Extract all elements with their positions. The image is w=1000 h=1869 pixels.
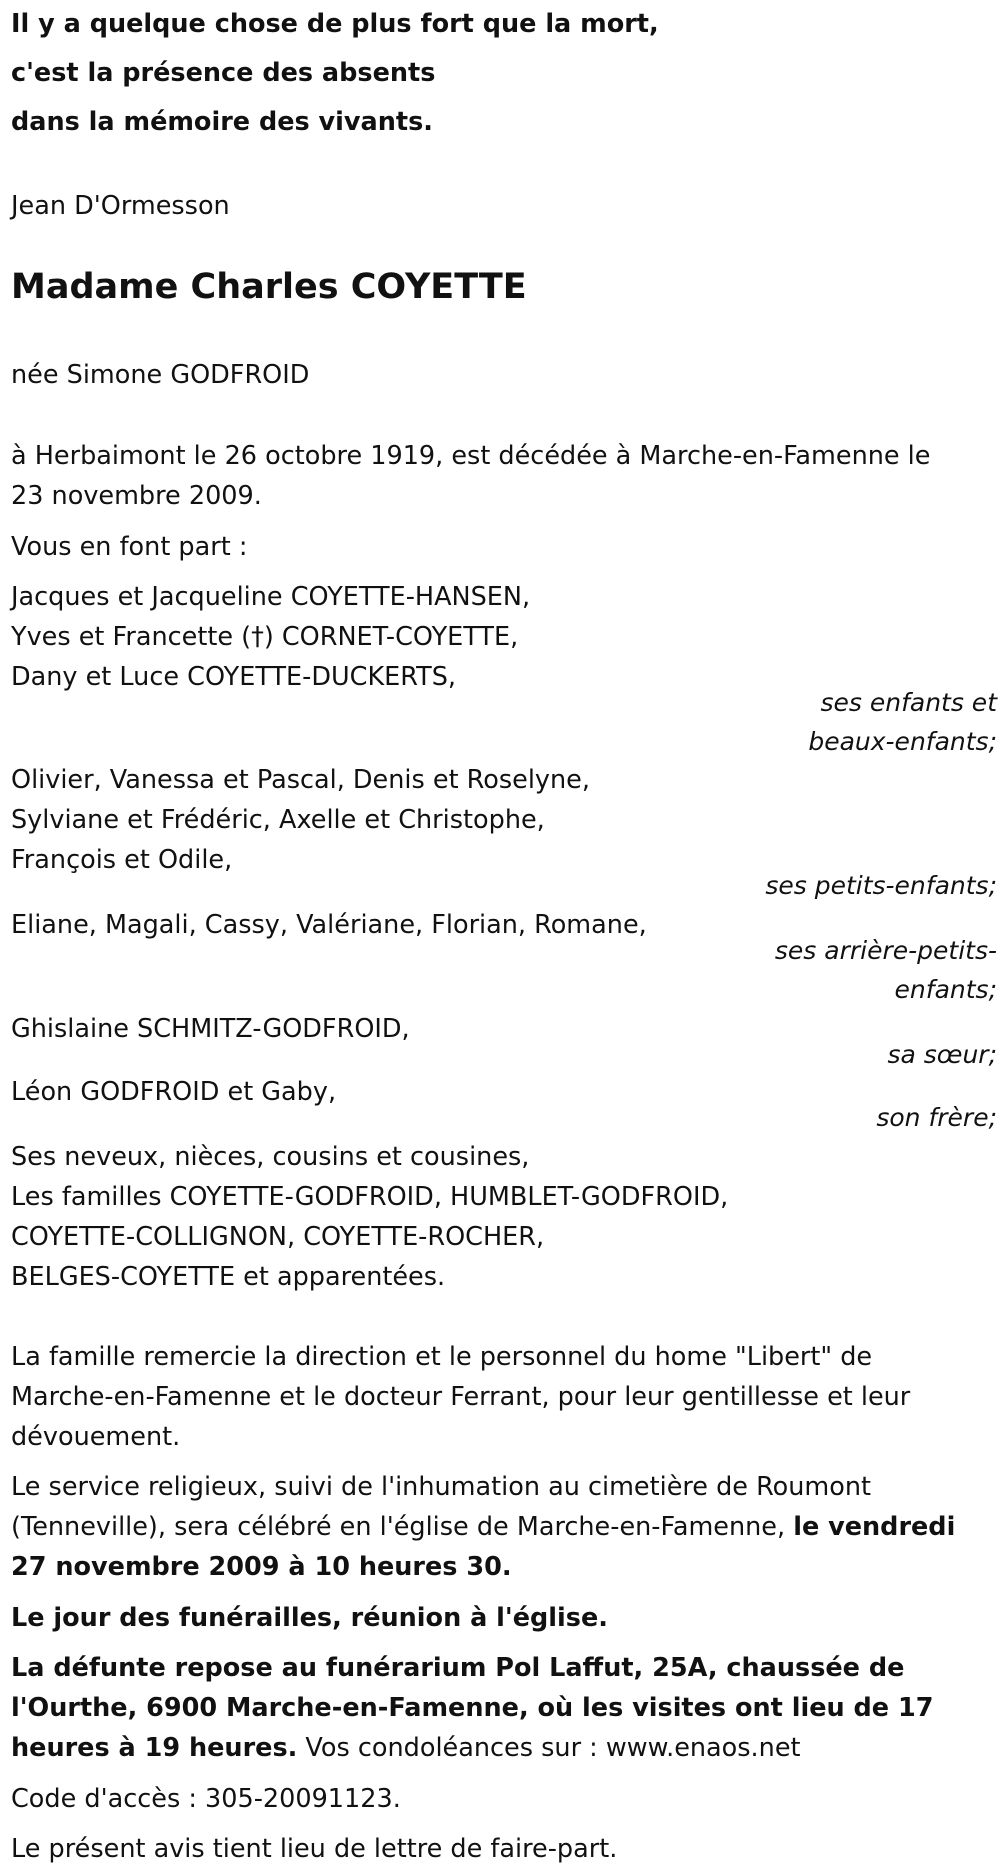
- repose-line-2: l'Ourthe, 6900 Marche-en-Famenne, où les visites ont lieu de 17: [11, 1693, 934, 1723]
- great-grandchildren-relation-2: enfants;: [894, 975, 997, 1004]
- relatives-line-1: Ses neveux, nièces, cousins et cousines,: [11, 1142, 530, 1172]
- children-relation-1: ses enfants et: [820, 688, 997, 717]
- grandchildren-line-1: Olivier, Vanessa et Pascal, Denis et Roselyne,: [11, 765, 590, 795]
- great-grandchildren-line-1: Eliane, Magali, Cassy, Valériane, Florian, Romane,: [11, 910, 647, 940]
- quote-line-1: Il y a quelque chose de plus fort que la mort,: [11, 9, 659, 39]
- service-datetime: 27 novembre 2009 à 10 heures 30.: [11, 1552, 512, 1582]
- relatives-line-2: Les familles COYETTE-GODFROID, HUMBLET-GODFROID,: [11, 1182, 729, 1212]
- repose-line-3: [11, 1728, 996, 1768]
- grandchildren-relation: ses petits-enfants;: [765, 871, 997, 900]
- service-line-2-bold: le vendredi: [793, 1512, 956, 1542]
- grandchildren-line-2: Sylviane et Frédéric, Axelle et Christophe,: [11, 805, 545, 835]
- service-line-1: Le service religieux, suivi de l'inhumation au cimetière de Roumont: [11, 1472, 872, 1502]
- relatives-line-4: BELGES-COYETTE et apparentées.: [11, 1262, 446, 1292]
- thanks-line-1: La famille remercie la direction et le personnel du home "Libert" de: [11, 1342, 873, 1372]
- closing-note: Le présent avis tient lieu de lettre de faire-part.: [11, 1834, 618, 1864]
- access-code: Code d'accès : 305-20091123.: [11, 1784, 401, 1814]
- deceased-name: Madame Charles COYETTE: [11, 267, 527, 307]
- children-line-3: Dany et Luce COYETTE-DUCKERTS,: [11, 662, 457, 692]
- dates-line-2: 23 novembre 2009.: [11, 481, 262, 511]
- relatives-line-3: COYETTE-COLLIGNON, COYETTE-ROCHER,: [11, 1222, 545, 1252]
- children-line-1: Jacques et Jacqueline COYETTE-HANSEN,: [11, 582, 531, 612]
- sister-line: Ghislaine SCHMITZ-GODFROID,: [11, 1014, 410, 1044]
- quote-author: Jean D'Ormesson: [11, 191, 230, 221]
- service-line-2: [11, 1507, 996, 1547]
- funeral-day: Le jour des funérailles, réunion à l'église.: [11, 1603, 608, 1633]
- quote-line-2: c'est la présence des absents: [11, 58, 436, 88]
- condolences-link: Vos condoléances sur : www.enaos.net: [297, 1733, 801, 1763]
- repose-hours: heures à 19 heures.: [11, 1733, 298, 1763]
- brother-line: Léon GODFROID et Gaby,: [11, 1077, 337, 1107]
- repose-line-1: La défunte repose au funérarium Pol Laffut, 25A, chaussée de: [11, 1653, 905, 1683]
- announce: Vous en font part :: [11, 532, 248, 562]
- dates-line-1: à Herbaimont le 26 octobre 1919, est décédée à Marche-en-Famenne le: [11, 441, 931, 471]
- children-line-2: Yves et Francette (†) CORNET-COYETTE,: [11, 622, 519, 652]
- children-relation-2: beaux-enfants;: [808, 727, 997, 756]
- thanks-line-2: Marche-en-Famenne et le docteur Ferrant, pour leur gentillesse et leur: [11, 1382, 911, 1412]
- birth-name: née Simone GODFROID: [11, 360, 310, 390]
- service-line-2-regular: (Tenneville), sera célébré en l'église de Marche-en-Famenne,: [11, 1512, 794, 1542]
- great-grandchildren-relation-1: ses arrière-petits-: [774, 936, 997, 965]
- grandchildren-line-3: François et Odile,: [11, 845, 233, 875]
- brother-relation: son frère;: [876, 1103, 997, 1132]
- sister-relation: sa sœur;: [887, 1040, 997, 1069]
- thanks-line-3: dévouement.: [11, 1422, 181, 1452]
- quote-line-3: dans la mémoire des vivants.: [11, 107, 433, 137]
